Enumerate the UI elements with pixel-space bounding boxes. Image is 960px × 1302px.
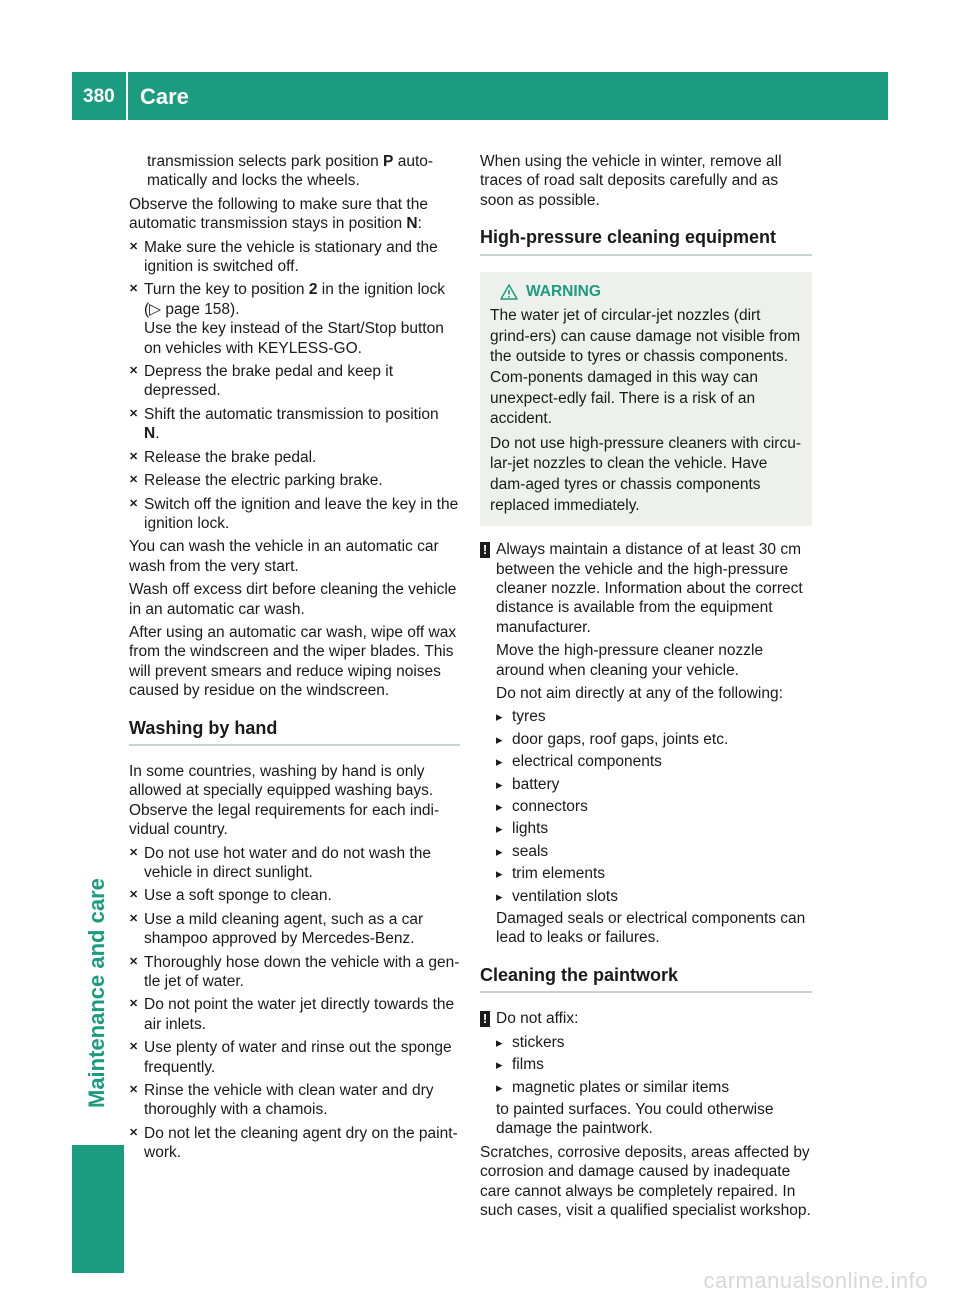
step-item: ✕ Use a soft sponge to clean. — [129, 886, 460, 905]
step-item: ✕ Release the brake pedal. — [129, 448, 460, 467]
warning-text: The water jet of circular-jet nozzles (dirt grind-ers) can cause damage not visible from the outside to tyres or chassis components. Com-ponents damaged in this way can unexpect-edly fail. There is a risk of an accident. — [490, 307, 801, 428]
list-item: ▸ lights — [480, 819, 812, 838]
side-tab-label: Maintenance and care — [84, 878, 109, 1108]
list-item: ▸ door gaps, roof gaps, joints etc. — [480, 730, 812, 749]
notice-text: Do not aim directly at any of the following: — [496, 685, 783, 702]
notice-text: Move the high-pressure cleaner nozzle around when cleaning your vehicle. — [496, 642, 764, 679]
exclamation-icon: ! — [480, 542, 490, 558]
side-tab-block — [72, 1145, 124, 1273]
step-item: ✕ Release the electric parking brake. — [129, 471, 460, 490]
exclamation-icon: ! — [480, 1011, 490, 1027]
notice-text: Do not affix: — [496, 1010, 579, 1028]
notice-block — [480, 540, 812, 703]
warning-triangle-icon — [500, 284, 518, 300]
section-heading-washing-by-hand: Washing by hand — [129, 719, 460, 746]
step-item: ✕ Thoroughly hose down the vehicle with a gen-tle jet of water. — [129, 953, 460, 992]
list-item: ▸ ventilation slots — [480, 887, 812, 906]
list-item: ▸ magnetic plates or similar items — [480, 1078, 812, 1097]
header-divider — [126, 72, 128, 120]
step-item: ✕ Make sure the vehicle is stationary and the ignition is switched off. — [129, 238, 460, 277]
step-item: ✕ Rinse the vehicle with clean water and dry thoroughly with a chamois. — [129, 1081, 460, 1120]
header-bar — [72, 72, 888, 120]
list-item: ▸ connectors — [480, 797, 812, 816]
step-item: ✕ Do not let the cleaning agent dry on the paint-work. — [129, 1124, 460, 1163]
continued-text: transmission selects park position P auto-matically and locks the wheels. — [147, 153, 434, 190]
list-item: ▸ battery — [480, 775, 812, 794]
paragraph: Scratches, corrosive deposits, areas affected by corrosion and damage caused by inadequate care cannot always be completely repaired. In such cases, visit a qualified specialist workshop. — [480, 1143, 811, 1219]
observe-paragraph: Observe the following to make sure that the automatic transmission stays in position N: — [129, 195, 428, 233]
right-column — [480, 152, 812, 1224]
chapter-title: Care — [140, 84, 189, 109]
step-item: ✕ Turn the key to position 2 in the ignition lock (▷ page 158). Use the key instead of the Start/Stop button on vehicles with KEYLESS-GO. — [129, 280, 460, 358]
notice-text: Always maintain a distance of at least 30 cm between the vehicle and the high-pressure cleaner nozzle. Information about the correct distance is available from the equipment manufacturer. — [496, 541, 803, 636]
paragraph: Wash off excess dirt before cleaning the vehicle in an automatic car wash. — [129, 581, 457, 618]
warning-header — [500, 282, 802, 303]
paragraph: In some countries, washing by hand is only allowed at specially equipped washing bays. Observe the legal requirements for each indi-vidual country. — [129, 762, 440, 839]
list-item: ▸ electrical components — [480, 752, 812, 771]
notice-block — [480, 1009, 812, 1028]
left-column — [129, 152, 460, 1167]
list-item: ▸ films — [480, 1055, 812, 1074]
notice-text: to painted surfaces. You could otherwise damage the paintwork. — [496, 1100, 774, 1138]
step-item: ✕ Shift the automatic transmission to position N. — [129, 405, 460, 444]
section-heading-high-pressure: High-pressure cleaning equipment — [480, 228, 812, 255]
step-item: ✕ Do not point the water jet directly towards the air inlets. — [129, 995, 460, 1034]
step-item: ✕ Use a mild cleaning agent, such as a car shampoo approved by Mercedes-Benz. — [129, 910, 460, 949]
page-number: 380 — [83, 86, 115, 107]
page-ref-icon: ▷ — [149, 300, 162, 318]
watermark: carmanualsonline.info — [703, 1268, 928, 1293]
notice-text: Damaged seals or electrical components can lead to leaks or failures. — [496, 910, 806, 947]
step-item: ✕ Switch off the ignition and leave the key in the ignition lock. — [129, 495, 460, 534]
section-heading-paintwork: Cleaning the paintwork — [480, 966, 812, 993]
warning-text: Do not use high-pressure cleaners with circu-lar-jet nozzles to clean the vehicle. Have dam-aged tyres or chassis components replaced immediately. — [490, 434, 801, 514]
list-item: ▸ seals — [480, 842, 812, 861]
list-item: ▸ stickers — [480, 1033, 812, 1052]
paragraph: You can wash the vehicle in an automatic car wash from the very start. — [129, 538, 439, 575]
warning-box — [480, 272, 812, 527]
paragraph: When using the vehicle in winter, remove all traces of road salt deposits carefully and as soon as possible. — [480, 153, 782, 209]
warning-label: WARNING — [526, 282, 601, 300]
paragraph: After using an automatic car wash, wipe off wax from the windscreen and the wiper blades. This will prevent smears and reduce wiping noises caused by residue on the windscreen. — [129, 623, 457, 700]
step-item: ✕ Use plenty of water and rinse out the sponge frequently. — [129, 1038, 460, 1077]
step-item: ✕ Depress the brake pedal and keep it depressed. — [129, 362, 460, 401]
list-item: ▸ trim elements — [480, 864, 812, 883]
list-item: ▸ tyres — [480, 707, 812, 726]
step-item: ✕ Do not use hot water and do not wash the vehicle in direct sunlight. — [129, 844, 460, 883]
